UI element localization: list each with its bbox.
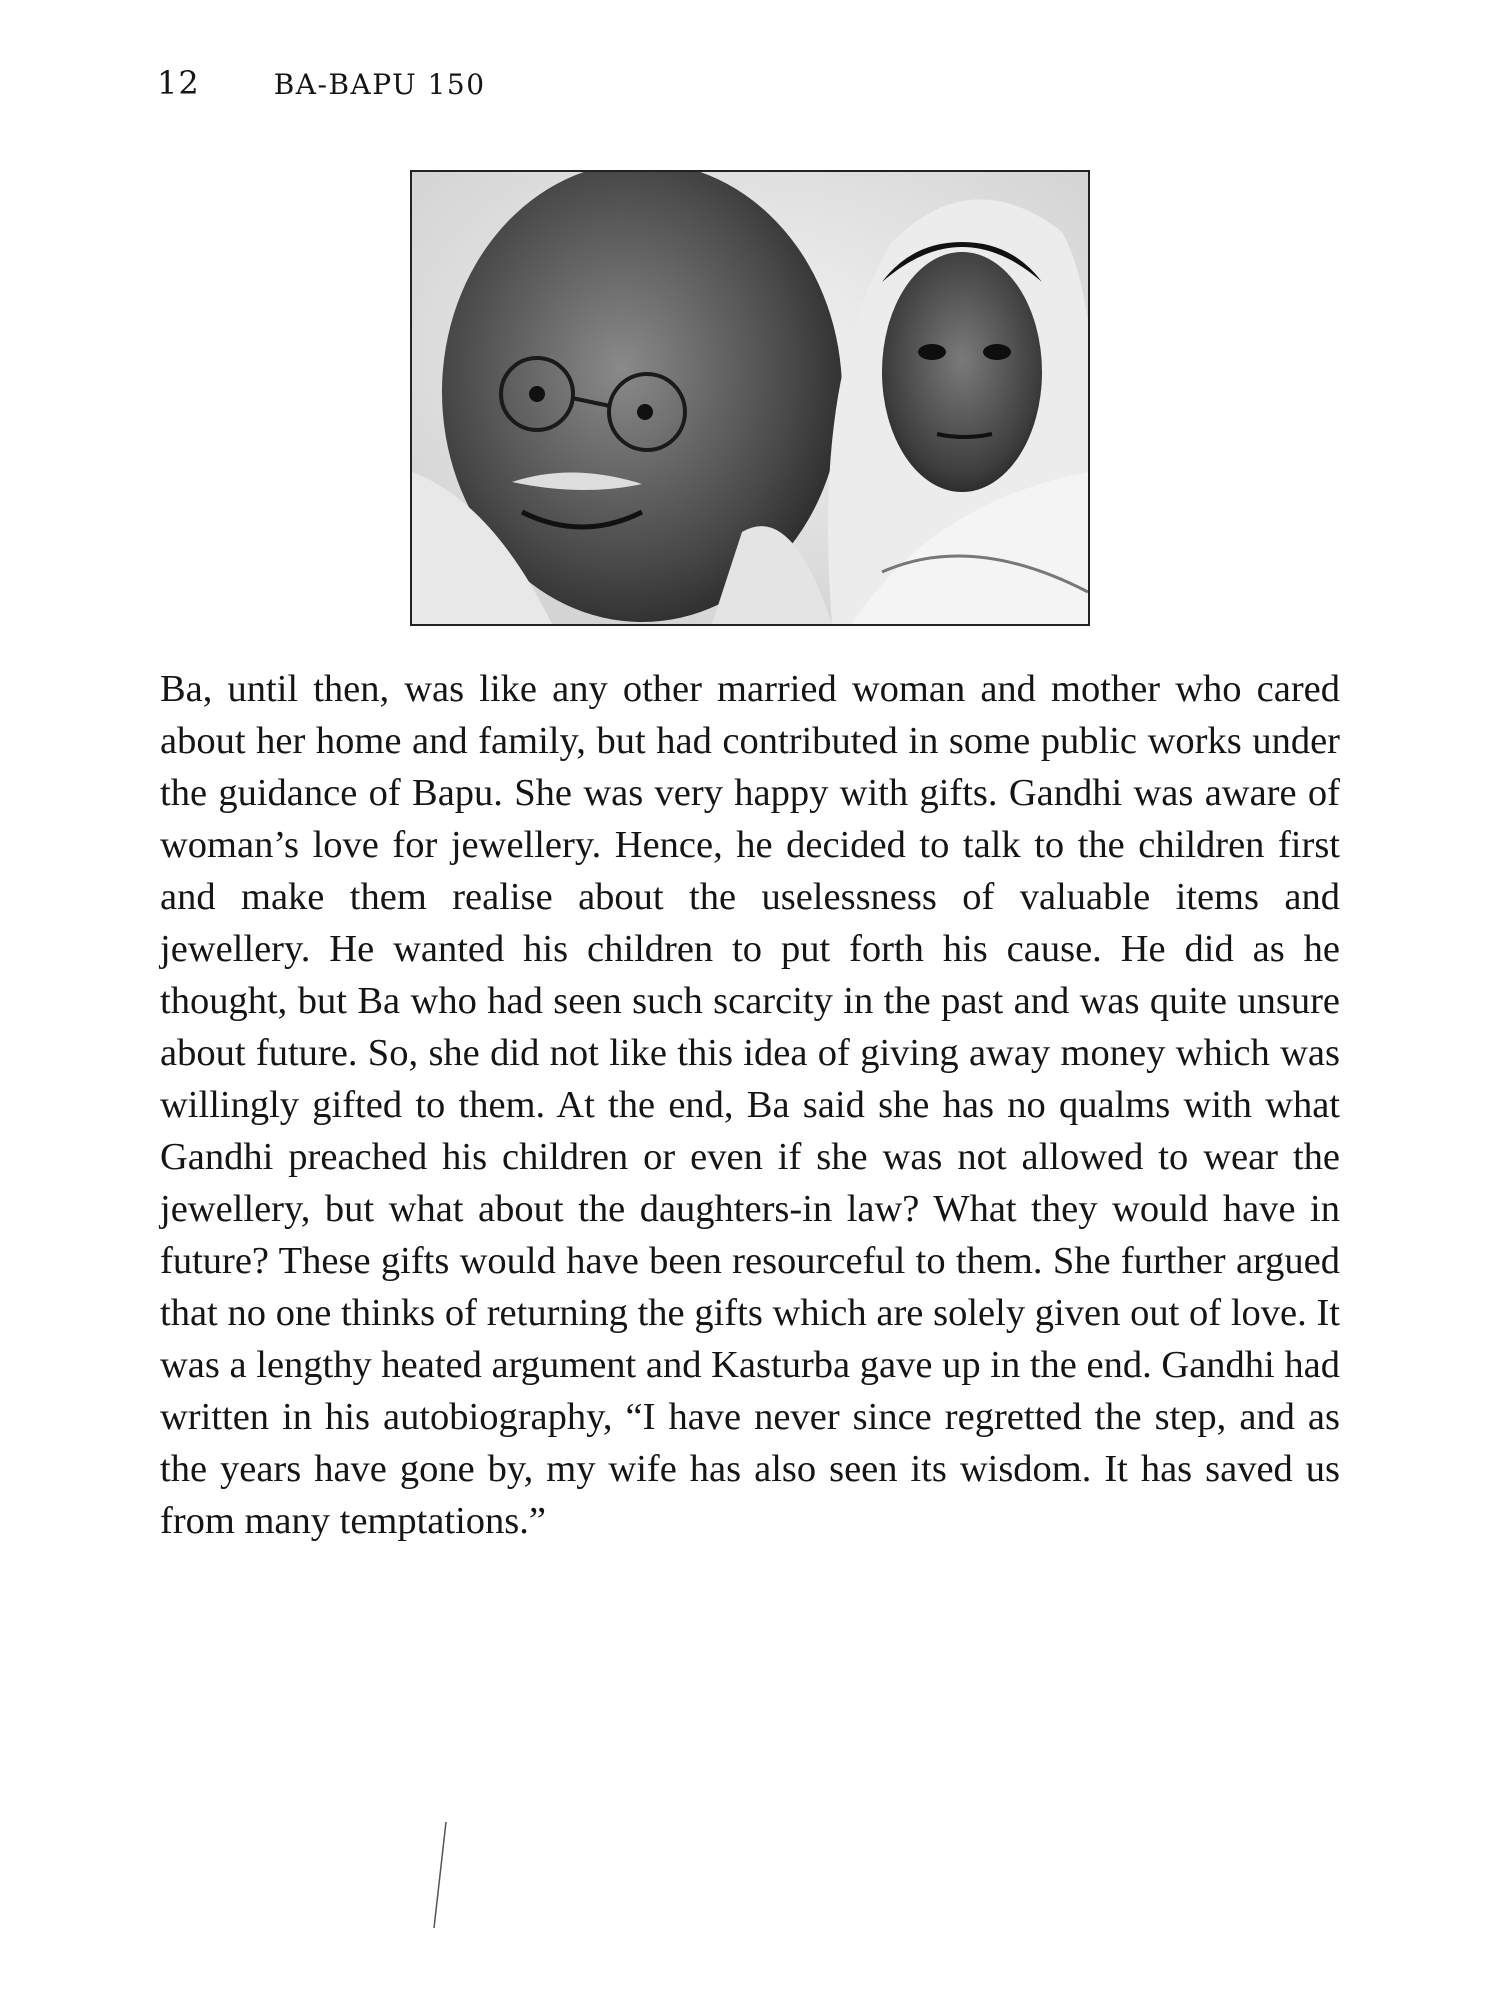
running-header — [157, 64, 486, 102]
book-title: BA-BAPU 150 — [273, 68, 486, 101]
pencil-mark-icon — [430, 1820, 450, 1930]
body-paragraph: Ba, until then, was like any other married woman and mother who cared about her home and family, but had contributed in some public works under the guidance of Bapu. She was very happy with gifts. Gandhi was aware of woman’s love for jewellery. Hence, he decided to talk to the children first and make them realise about the uselessness of valuable items and jewellery. He wanted his children to put forth his cause. He did as he thought, but Ba who had seen such scarcity in the past and was quite unsure about future. So, she did not like this idea of giving away money which was willingly gifted to them. At the end, Ba said she has no qualms with what Gandhi preached his children or even if she was not allowed to wear the jewellery, but what about the daughters-in law? What they would have in future? These gifts would have been resourceful to them. She further argued that no one thinks of returning the gifts which are solely given out of love. It was a lengthy heated argument and Kasturba gave up in the end. Gandhi had written in his autobiography, “I have never since regretted the step, and as the years have gone by, my wife has also seen its wisdom. It has saved us from many temptations.” — [160, 668, 1340, 1542]
page-number: 12 — [157, 64, 200, 102]
portrait-photo-icon — [412, 172, 1088, 624]
portrait-photo — [410, 170, 1090, 626]
right-figure-head — [882, 252, 1042, 492]
